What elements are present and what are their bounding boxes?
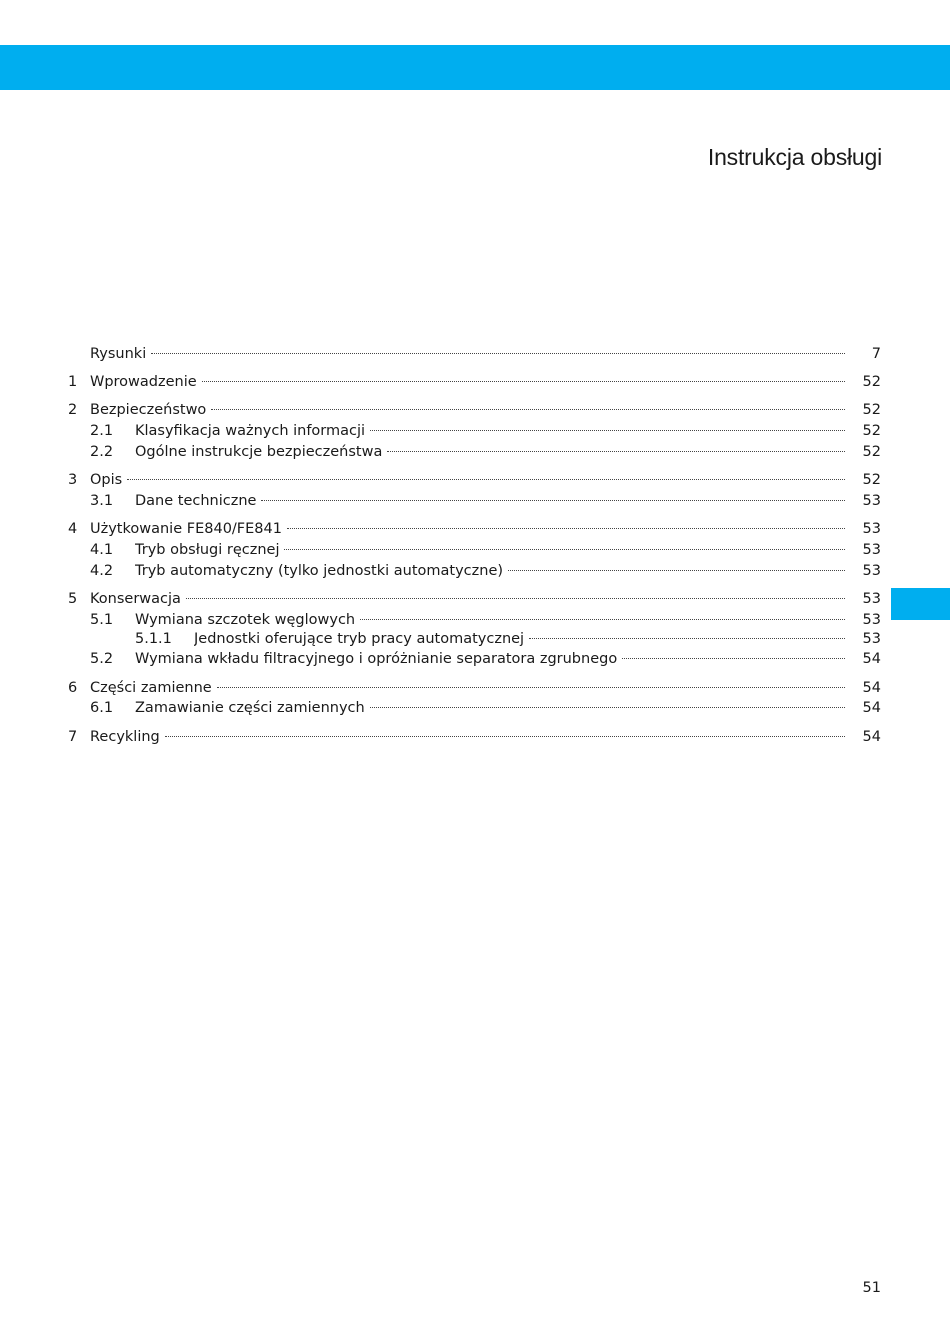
toc-entry-page: 52 (862, 472, 881, 488)
toc-dot-leader (127, 478, 845, 480)
toc-entry-page: 53 (862, 612, 881, 628)
toc-entry-title: Rysunki (90, 346, 147, 362)
toc-entry-page: 54 (862, 680, 881, 696)
toc-entry-line (135, 610, 845, 630)
toc-entry-number: 5.1 (90, 612, 114, 628)
toc-entry-number: 2.1 (90, 423, 114, 439)
toc-entry-title: Części zamienne (90, 680, 212, 696)
toc-entry-title: Dane techniczne (135, 493, 257, 509)
toc-entry-title: Ogólne instrukcje bezpieczeństwa (135, 444, 383, 460)
toc-entry[interactable] (0, 344, 950, 364)
toc-dot-leader (261, 499, 845, 501)
toc-entry-line (90, 400, 845, 420)
toc-entry-page: 53 (862, 493, 881, 509)
toc-entry-page: 52 (862, 423, 881, 439)
toc-entry[interactable] (0, 629, 950, 649)
chapter-tab-marker (891, 588, 950, 620)
toc-entry-line (90, 589, 845, 609)
toc-entry[interactable] (0, 589, 950, 609)
toc-entry-line (194, 629, 845, 649)
toc-dot-leader (151, 352, 845, 354)
toc-dot-leader (287, 527, 845, 529)
toc-entry-title: Tryb automatyczny (tylko jednostki automatyczne) (135, 563, 504, 579)
document-title: Instrukcja obsługi (707, 144, 882, 170)
toc-entry-number: 5.2 (90, 651, 114, 667)
toc-entry-page: 53 (862, 631, 881, 647)
toc-entry-number: 1 (68, 374, 78, 390)
toc-entry-number: 6.1 (90, 700, 114, 716)
toc-entry-page: 54 (862, 700, 881, 716)
toc-entry-number: 3 (68, 472, 78, 488)
toc-entry-line (135, 649, 845, 669)
toc-entry-page: 53 (862, 521, 881, 537)
toc-dot-leader (529, 637, 845, 639)
toc-entry-title: Konserwacja (90, 591, 181, 607)
toc-dot-leader (370, 706, 845, 708)
toc-entry[interactable] (0, 727, 950, 747)
toc-dot-leader (211, 408, 845, 410)
toc-entry-title: Bezpieczeństwo (90, 402, 207, 418)
toc-dot-leader (217, 686, 845, 688)
toc-dot-leader (387, 450, 845, 452)
toc-dot-leader (370, 429, 845, 431)
toc-entry-line (135, 442, 845, 462)
toc-entry-number: 2 (68, 402, 78, 418)
toc-entry[interactable] (0, 610, 950, 630)
toc-entry-line (135, 421, 845, 441)
toc-dot-leader (508, 569, 845, 571)
toc-entry-title: Wprowadzenie (90, 374, 197, 390)
toc-entry-page: 7 (871, 346, 881, 362)
toc-entry[interactable] (0, 561, 950, 581)
toc-entry[interactable] (0, 470, 950, 490)
toc-entry-number: 6 (68, 680, 78, 696)
toc-entry-page: 54 (862, 729, 881, 745)
toc-entry-title: Użytkowanie FE840/FE841 (90, 521, 282, 537)
toc-entry-page: 53 (862, 542, 881, 558)
toc-entry[interactable] (0, 442, 950, 462)
toc-entry-line (90, 344, 845, 364)
toc-entry-line (135, 698, 845, 718)
toc-entry[interactable] (0, 540, 950, 560)
toc-entry-number: 4.2 (90, 563, 114, 579)
toc-dot-leader (622, 657, 845, 659)
toc-entry-number: 4 (68, 521, 78, 537)
page-number: 51 (862, 1280, 881, 1296)
toc-entry-page: 52 (862, 374, 881, 390)
toc-entry-number: 2.2 (90, 444, 114, 460)
toc-entry-line (90, 372, 845, 392)
toc-entry[interactable] (0, 678, 950, 698)
toc-entry-number: 5 (68, 591, 78, 607)
toc-entry[interactable] (0, 421, 950, 441)
toc-entry-title: Recykling (90, 729, 160, 745)
toc-entry-number: 3.1 (90, 493, 114, 509)
toc-dot-leader (165, 735, 845, 737)
toc-entry-line (90, 678, 845, 698)
toc-entry-line (135, 540, 845, 560)
toc-entry[interactable] (0, 649, 950, 669)
toc-entry-page: 52 (862, 444, 881, 460)
toc-entry[interactable] (0, 519, 950, 539)
toc-entry-page: 52 (862, 402, 881, 418)
toc-entry[interactable] (0, 372, 950, 392)
toc-entry-number: 5.1.1 (135, 631, 172, 647)
toc-entry[interactable] (0, 698, 950, 718)
toc-entry-title: Wymiana szczotek węglowych (135, 612, 356, 628)
toc-entry-page: 53 (862, 591, 881, 607)
toc-entry-line (135, 491, 845, 511)
toc-entry-number: 7 (68, 729, 78, 745)
toc-entry[interactable] (0, 491, 950, 511)
toc-entry-line (135, 561, 845, 581)
toc-dot-leader (186, 597, 845, 599)
toc-entry-title: Jednostki oferujące tryb pracy automatycznej (194, 631, 525, 647)
toc-entry-page: 53 (862, 563, 881, 579)
toc-entry-title: Klasyfikacja ważnych informacji (135, 423, 366, 439)
toc-entry-page: 54 (862, 651, 881, 667)
toc-entry-title: Tryb obsługi ręcznej (135, 542, 280, 558)
toc-entry-title: Zamawianie części zamiennych (135, 700, 365, 716)
toc-dot-leader (284, 548, 845, 550)
toc-entry-line (90, 519, 845, 539)
toc-entry-title: Wymiana wkładu filtracyjnego i opróżnianie separatora zgrubnego (135, 651, 618, 667)
toc-entry-line (90, 470, 845, 490)
toc-entry-line (90, 727, 845, 747)
toc-entry-number: 4.1 (90, 542, 114, 558)
toc-entry[interactable] (0, 400, 950, 420)
toc-dot-leader (202, 380, 845, 382)
toc-entry-title: Opis (90, 472, 123, 488)
toc-dot-leader (360, 618, 845, 620)
